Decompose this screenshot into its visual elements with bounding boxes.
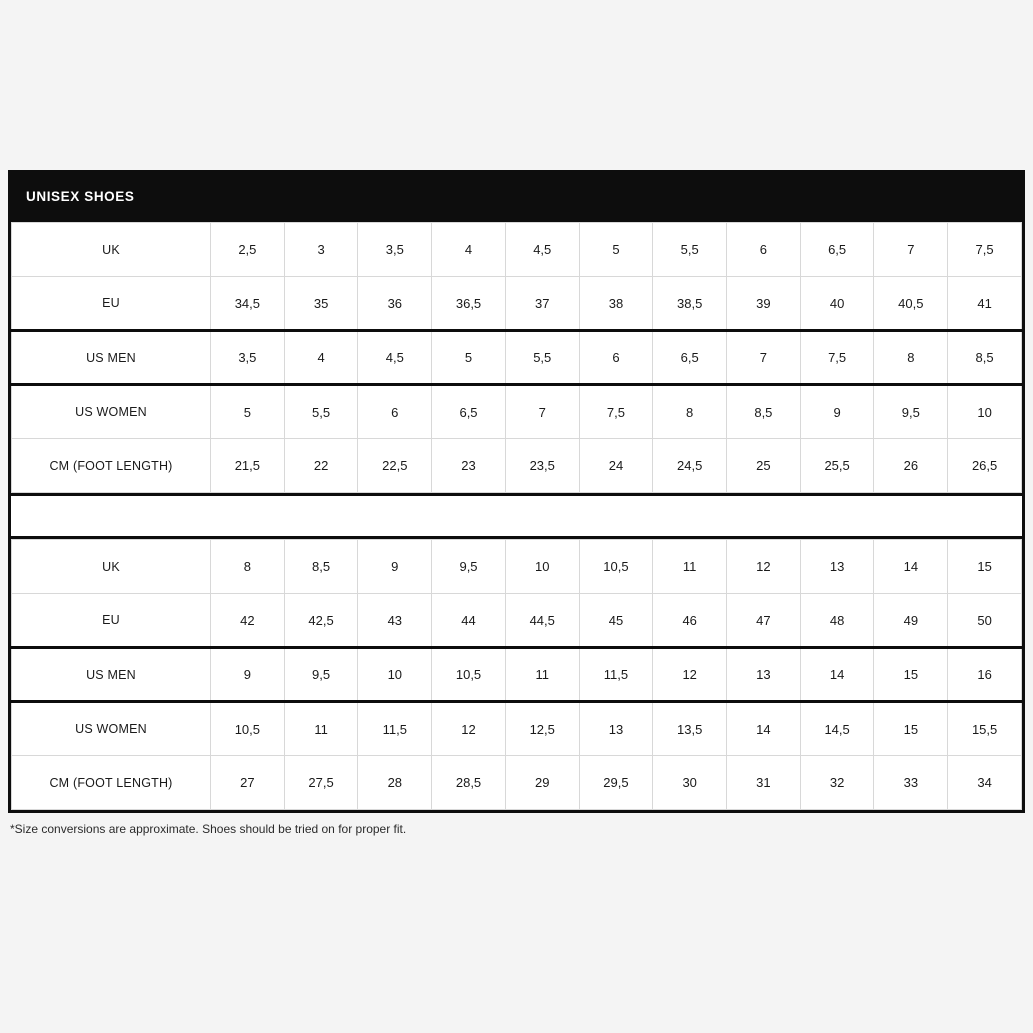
table-cell: 6,5 — [800, 223, 874, 277]
table-cell: 38 — [579, 277, 653, 331]
table-cell: 43 — [358, 594, 432, 648]
size-block-small — [8, 222, 1025, 493]
table-cell: 28,5 — [432, 756, 506, 810]
table-cell: 50 — [948, 594, 1022, 648]
table-cell: 11 — [505, 648, 579, 702]
row-label: EU — [12, 277, 211, 331]
table-cell: 5 — [579, 223, 653, 277]
table-cell: 9,5 — [432, 540, 506, 594]
table-cell: 44,5 — [505, 594, 579, 648]
chart-header — [8, 170, 1025, 222]
table-cell: 36,5 — [432, 277, 506, 331]
table-cell: 33 — [874, 756, 948, 810]
table-cell: 14 — [800, 648, 874, 702]
table-cell: 29,5 — [579, 756, 653, 810]
table-cell: 25 — [727, 439, 801, 493]
row-label: CM (FOOT LENGTH) — [12, 756, 211, 810]
table-cell: 13 — [727, 648, 801, 702]
table-cell: 7 — [505, 385, 579, 439]
table-cell: 8 — [211, 540, 285, 594]
table-cell: 22,5 — [358, 439, 432, 493]
table-cell: 11 — [284, 702, 358, 756]
table-cell: 7,5 — [800, 331, 874, 385]
table-cell: 7 — [874, 223, 948, 277]
table-cell: 11,5 — [579, 648, 653, 702]
table-cell: 21,5 — [211, 439, 285, 493]
size-table-large — [11, 539, 1022, 810]
table-cell: 8 — [653, 385, 727, 439]
table-cell: 31 — [727, 756, 801, 810]
table-cell: 36 — [358, 277, 432, 331]
table-cell: 24,5 — [653, 439, 727, 493]
table-cell: 6,5 — [653, 331, 727, 385]
table-row — [12, 702, 1022, 756]
table-row — [12, 439, 1022, 493]
table-cell: 13,5 — [653, 702, 727, 756]
table-cell: 9 — [358, 540, 432, 594]
table-cell: 8,5 — [727, 385, 801, 439]
table-cell: 14 — [874, 540, 948, 594]
table-cell: 4,5 — [358, 331, 432, 385]
row-label: CM (FOOT LENGTH) — [12, 439, 211, 493]
table-cell: 11,5 — [358, 702, 432, 756]
table-row — [12, 540, 1022, 594]
size-chart — [8, 170, 1025, 836]
table-cell: 37 — [505, 277, 579, 331]
table-cell: 12 — [653, 648, 727, 702]
row-label: UK — [12, 540, 211, 594]
table-cell: 7,5 — [948, 223, 1022, 277]
table-cell: 5 — [211, 385, 285, 439]
table-cell: 12 — [432, 702, 506, 756]
table-cell: 5 — [432, 331, 506, 385]
table-cell: 23,5 — [505, 439, 579, 493]
table-cell: 3,5 — [358, 223, 432, 277]
table-cell: 9 — [211, 648, 285, 702]
size-chart-footnote: *Size conversions are approximate. Shoes should be tried on for proper fit. — [10, 822, 407, 836]
table-cell: 44 — [432, 594, 506, 648]
table-cell: 24 — [579, 439, 653, 493]
table-cell: 38,5 — [653, 277, 727, 331]
table-cell: 15 — [874, 648, 948, 702]
table-cell: 6 — [579, 331, 653, 385]
table-cell: 10 — [505, 540, 579, 594]
table-cell: 3 — [284, 223, 358, 277]
table-cell: 10 — [948, 385, 1022, 439]
table-cell: 25,5 — [800, 439, 874, 493]
row-label: US WOMEN — [12, 385, 211, 439]
table-cell: 7,5 — [579, 385, 653, 439]
table-cell: 4 — [432, 223, 506, 277]
table-cell: 41 — [948, 277, 1022, 331]
table-cell: 8,5 — [948, 331, 1022, 385]
table-cell: 15 — [874, 702, 948, 756]
table-group-separator — [8, 493, 1025, 539]
table-cell: 14 — [727, 702, 801, 756]
table-row — [12, 594, 1022, 648]
table-cell: 4 — [284, 331, 358, 385]
table-cell: 34 — [948, 756, 1022, 810]
table-cell: 10 — [358, 648, 432, 702]
table-cell: 23 — [432, 439, 506, 493]
table-cell: 16 — [948, 648, 1022, 702]
table-cell: 5,5 — [284, 385, 358, 439]
table-cell: 6 — [727, 223, 801, 277]
table-cell: 9,5 — [284, 648, 358, 702]
table-cell: 30 — [653, 756, 727, 810]
table-cell: 5,5 — [505, 331, 579, 385]
size-block-large — [8, 539, 1025, 813]
table-cell: 4,5 — [505, 223, 579, 277]
table-cell: 13 — [800, 540, 874, 594]
row-label: US MEN — [12, 648, 211, 702]
table-cell: 3,5 — [211, 331, 285, 385]
table-cell: 12,5 — [505, 702, 579, 756]
table-cell: 35 — [284, 277, 358, 331]
table-cell: 9 — [800, 385, 874, 439]
table-cell: 15 — [948, 540, 1022, 594]
table-cell: 10,5 — [211, 702, 285, 756]
table-row — [12, 223, 1022, 277]
table-cell: 34,5 — [211, 277, 285, 331]
row-label: UK — [12, 223, 211, 277]
table-cell: 12 — [727, 540, 801, 594]
table-cell: 26,5 — [948, 439, 1022, 493]
table-cell: 47 — [727, 594, 801, 648]
table-cell: 10,5 — [579, 540, 653, 594]
table-cell: 8 — [874, 331, 948, 385]
chart-title: UNISEX SHOES — [26, 188, 135, 204]
row-label: US MEN — [12, 331, 211, 385]
table-cell: 29 — [505, 756, 579, 810]
table-cell: 40 — [800, 277, 874, 331]
table-cell: 6,5 — [432, 385, 506, 439]
table-cell: 10,5 — [432, 648, 506, 702]
table-cell: 45 — [579, 594, 653, 648]
table-cell: 40,5 — [874, 277, 948, 331]
table-cell: 39 — [727, 277, 801, 331]
size-table-small — [11, 222, 1022, 493]
table-cell: 7 — [727, 331, 801, 385]
table-cell: 48 — [800, 594, 874, 648]
table-row — [12, 648, 1022, 702]
table-cell: 28 — [358, 756, 432, 810]
table-cell: 42,5 — [284, 594, 358, 648]
table-cell: 14,5 — [800, 702, 874, 756]
table-cell: 42 — [211, 594, 285, 648]
table-cell: 32 — [800, 756, 874, 810]
table-cell: 15,5 — [948, 702, 1022, 756]
table-cell: 46 — [653, 594, 727, 648]
table-cell: 5,5 — [653, 223, 727, 277]
table-row — [12, 756, 1022, 810]
table-cell: 13 — [579, 702, 653, 756]
table-cell: 49 — [874, 594, 948, 648]
table-cell: 8,5 — [284, 540, 358, 594]
table-cell: 27,5 — [284, 756, 358, 810]
table-cell: 2,5 — [211, 223, 285, 277]
table-row — [12, 331, 1022, 385]
table-cell: 9,5 — [874, 385, 948, 439]
table-cell: 27 — [211, 756, 285, 810]
table-cell: 6 — [358, 385, 432, 439]
table-row — [12, 277, 1022, 331]
table-cell: 26 — [874, 439, 948, 493]
row-label: EU — [12, 594, 211, 648]
table-cell: 22 — [284, 439, 358, 493]
row-label: US WOMEN — [12, 702, 211, 756]
table-row — [12, 385, 1022, 439]
table-cell: 11 — [653, 540, 727, 594]
